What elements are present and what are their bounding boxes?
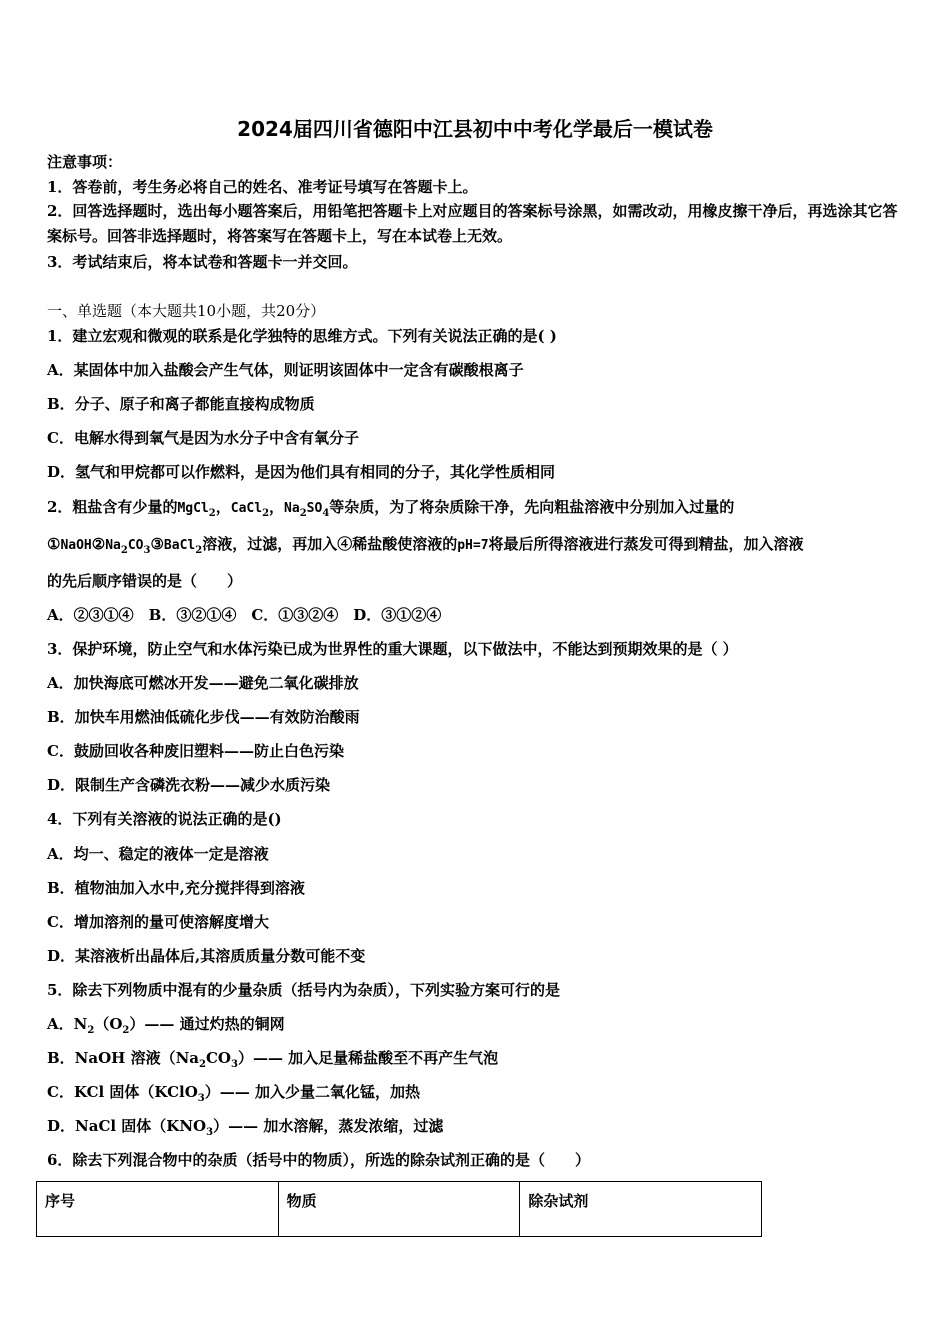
q4-option-c: C．增加溶剂的量可使溶解度增大 [47, 913, 269, 931]
q5-b-post: ）—— 加入足量稀盐酸至不再产生气泡 [237, 1049, 499, 1067]
subscript: 2 [262, 508, 270, 519]
q2-options: A．②③①④ B．③②①④ C．①③②④ D．③①②④ [47, 606, 442, 624]
separator: ， [215, 498, 231, 516]
subscript: 2 [87, 1025, 95, 1036]
q5-a-post: ）—— 通过灼热的铜网 [129, 1015, 285, 1033]
q2-stem-part2: 等杂质，为了将杂质除干净，先向粗盐溶液中分别加入过量的 [329, 498, 735, 516]
q3-option-d: D．限制生产含磷洗衣粉——减少水质污染 [47, 776, 331, 794]
subscript: 2 [299, 508, 307, 519]
q2-line2-text: 溶液，过滤，再加入④稀盐酸使溶液的 [202, 535, 458, 553]
q1-option-a: A．某固体中加入盐酸会产生气体，则证明该固体中一定含有碳酸根离子 [47, 361, 524, 379]
subscript: 3 [143, 545, 151, 556]
q1-option-c: C．电解水得到氧气是因为水分子中含有氧分子 [47, 429, 359, 447]
q5-option-a [47, 1014, 285, 1041]
q6-stem: 6．除去下列混合物中的杂质（括号中的物质），所选的除杂试剂正确的是（ ） [47, 1151, 590, 1169]
subscript: 2 [120, 545, 128, 556]
ph-value: pH=7 [457, 538, 489, 553]
notice-item-2: 2．回答选择题时，选出每小题答案后，用铅笔把答题卡上对应题目的答案标号涂黑，如需改动，用橡皮擦干净后，再选涂其它答案标号。回答非选择题时，将答案写在答题卡上，写在本试卷上无效。 [47, 202, 898, 245]
q2-stem-part1: 2．粗盐含有少量的 [47, 498, 178, 516]
q3-option-a: A．加快海底可燃冰开发——避免二氧化碳排放 [47, 674, 359, 692]
subscript: 2 [199, 1059, 206, 1070]
q2-line2 [47, 534, 804, 561]
circled-3: ③ [150, 535, 164, 553]
formula-co3: CO [127, 538, 144, 553]
formula-bacl2: BaCl [163, 538, 196, 553]
table-header-cell: 除杂试剂 [520, 1182, 762, 1237]
q1-stem: 1．建立宏观和微观的联系是化学独特的思维方式。下列有关说法正确的是( ) [47, 327, 557, 345]
section-heading: 一、单选题（本大题共10小题，共20分） [47, 302, 326, 320]
q4-option-d: D．某溶液析出晶体后,其溶质质量分数可能不变 [47, 947, 366, 965]
q5-option-c [47, 1082, 420, 1109]
notice-item-3: 3．考试结束后，将本试卷和答题卡一并交回。 [47, 253, 358, 271]
q5-option-b [47, 1048, 498, 1075]
q5-c-pre: C．KCl 固体（KClO [47, 1083, 198, 1101]
formula-so4: SO [306, 501, 323, 516]
page-title: 2024届四川省德阳中江县初中中考化学最后一模试卷 [237, 117, 713, 141]
q3-option-b: B．加快车用燃油低硫化步伐——有效防治酸雨 [47, 708, 360, 726]
q2-stem [47, 497, 734, 524]
table-header-cell: 物质 [278, 1182, 520, 1237]
formula-na2so4: Na [284, 501, 300, 516]
notice-heading: 注意事项： [47, 153, 123, 171]
q5-c-post: ）—— 加入少量二氧化锰，加热 [204, 1083, 420, 1101]
q3-stem: 3．保护环境，防止空气和水体污染已成为世界性的重大课题，以下做法中，不能达到预期效果的是（ ） [47, 640, 738, 658]
table-header-cell: 序号 [37, 1182, 279, 1237]
circled-1: ① [47, 535, 61, 553]
subscript: 3 [206, 1127, 214, 1138]
formula-na2co3: Na [105, 538, 121, 553]
q5-a-pre: A．N [47, 1015, 88, 1033]
q5-b-mid: CO [205, 1049, 231, 1067]
q2-line3: 的先后顺序错误的是（ ） [47, 572, 243, 590]
subscript: 3 [230, 1059, 238, 1070]
q1-option-d: D．氢气和甲烷都可以作燃料，是因为他们具有相同的分子，其化学性质相同 [47, 463, 556, 481]
formula-naoh: NaOH [60, 538, 92, 553]
q4-option-b: B．植物油加入水中,充分搅拌得到溶液 [47, 879, 305, 897]
notice-item-1: 1．答卷前，考生务必将自己的姓名、准考证号填写在答题卡上。 [47, 178, 478, 196]
formula-mgcl2: MgCl [177, 501, 209, 516]
subscript: 2 [208, 508, 216, 519]
q5-stem: 5．除去下列物质中混有的少量杂质（括号内为杂质），下列实验方案可行的是 [47, 981, 560, 999]
q6-table [36, 1181, 762, 1237]
q4-stem: 4．下列有关溶液的说法正确的是() [47, 810, 282, 828]
q5-option-d [47, 1116, 443, 1143]
q2-line2-end: 将最后所得溶液进行蒸发可得到精盐，加入溶液 [488, 535, 804, 553]
table-header-row [37, 1182, 762, 1237]
q5-d-pre: D．NaCl 固体（KNO [47, 1117, 207, 1135]
circled-2: ② [91, 535, 106, 553]
q1-option-b: B．分子、原子和离子都能直接构成物质 [47, 395, 315, 413]
subscript: 2 [122, 1025, 130, 1036]
subscript: 2 [195, 545, 203, 556]
subscript: 4 [322, 508, 330, 519]
formula-cacl2: CaCl [230, 501, 263, 516]
q5-b-pre: B．NaOH 溶液（Na [47, 1049, 199, 1067]
subscript: 3 [197, 1093, 205, 1104]
separator: ， [269, 498, 285, 516]
q4-option-a: A．均一、稳定的液体一定是溶液 [47, 845, 269, 863]
q5-a-mid: （O [94, 1015, 123, 1033]
q5-d-post: ）—— 加水溶解，蒸发浓缩，过滤 [213, 1117, 444, 1135]
q3-option-c: C．鼓励回收各种废旧塑料——防止白色污染 [47, 742, 344, 760]
